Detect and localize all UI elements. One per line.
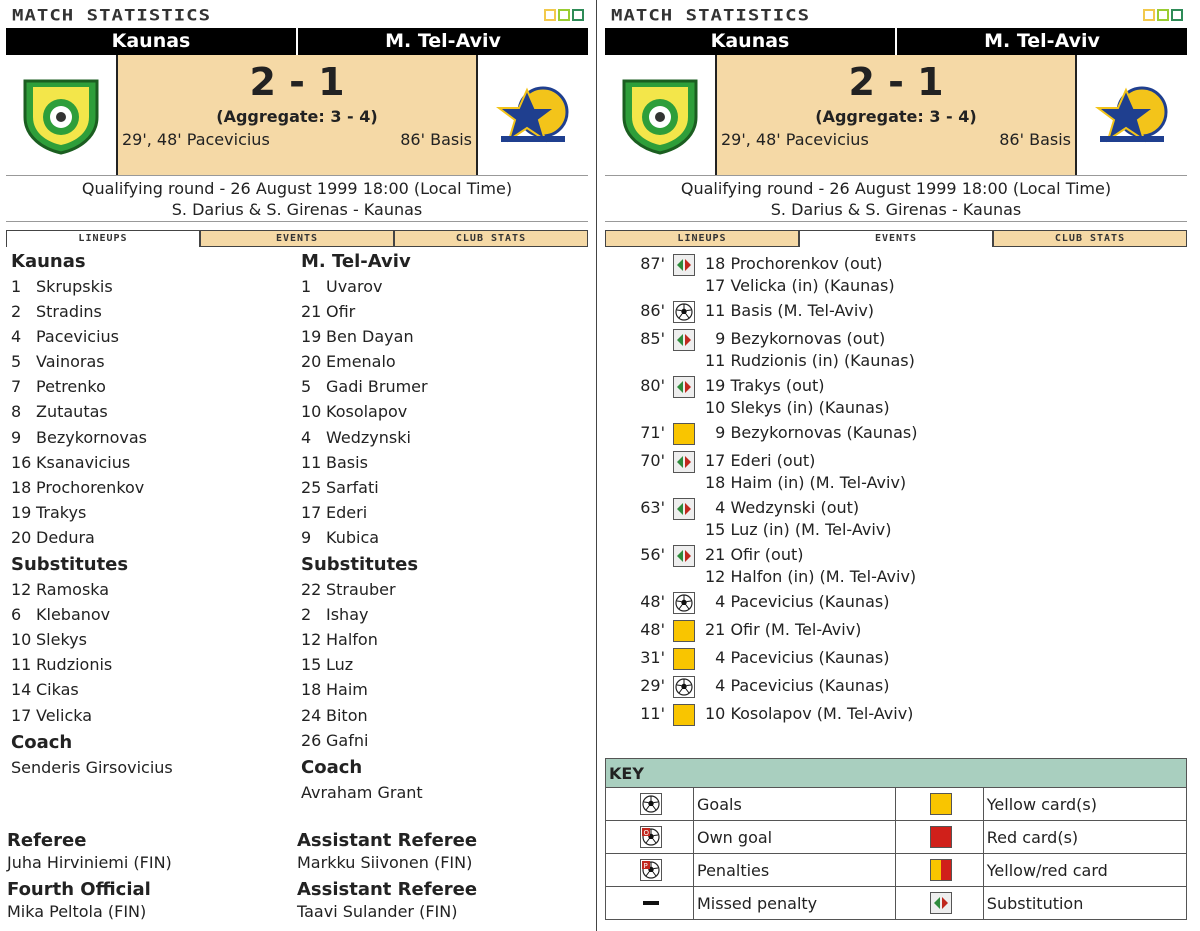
substitution-icon — [673, 329, 695, 351]
player-row[interactable] — [301, 349, 428, 374]
player-number: 17 — [301, 502, 322, 522]
panel-divider — [596, 0, 597, 931]
player-number: 1 — [301, 277, 312, 296]
player-number: 25 — [301, 477, 322, 497]
substitution-icon — [673, 451, 695, 473]
yellow-card-icon — [673, 704, 695, 726]
tab-events[interactable]: EVENTS — [200, 230, 394, 247]
coach-heading: Coach — [11, 731, 73, 753]
player-number: 21 — [301, 302, 322, 322]
referee-name: Juha Hirviniemi (FIN) — [7, 853, 172, 872]
player-number: 7 — [11, 377, 22, 397]
event-row — [605, 253, 1187, 296]
event-icon — [671, 675, 697, 699]
player-number: 10 — [11, 630, 32, 650]
home-crest — [605, 55, 715, 175]
final-score: 2 - 1 — [249, 60, 345, 104]
away-crest — [478, 55, 588, 175]
panel-title: MATCH STATISTICS — [611, 6, 811, 25]
home-lineup — [11, 247, 173, 780]
substitute-row[interactable] — [301, 627, 428, 652]
round-info: Qualifying round - 26 August 1999 18:00 (Local Time) — [81, 179, 513, 198]
player-name: Ishay — [326, 605, 369, 625]
home-scorers: 29', 48' Pacevicius — [721, 130, 869, 149]
player-name: Ramoska — [36, 580, 110, 600]
event-minute: 85' — [640, 329, 665, 348]
key-label: Red card(s) — [983, 821, 1186, 854]
player-name: Kosolapov — [326, 402, 408, 422]
fourth-official-name: Mika Peltola (FIN) — [7, 902, 147, 921]
missed-penalty-icon — [643, 901, 659, 905]
player-number: 12 — [11, 580, 32, 600]
event-minute: 71' — [640, 423, 665, 442]
player-number: 18 — [11, 477, 32, 497]
team-bar — [605, 28, 1187, 55]
fourth-official-block — [7, 879, 297, 923]
event-icon — [671, 619, 697, 643]
referee-block — [7, 830, 297, 874]
scoreboard — [605, 55, 1187, 176]
event-text: 21 Ofir (M. Tel-Aviv) — [705, 620, 862, 639]
tab-club-stats[interactable]: CLUB STATS — [993, 230, 1187, 247]
red-card-icon — [930, 826, 952, 848]
player-number: 17 — [11, 705, 32, 725]
tab-lineups[interactable]: LINEUPS — [605, 230, 799, 247]
event-minute: 48' — [640, 620, 665, 639]
player-row[interactable] — [301, 425, 428, 450]
lineups-section — [6, 247, 588, 897]
key-icon-cell — [606, 788, 694, 821]
key-row — [606, 854, 1187, 887]
key-row — [606, 887, 1187, 920]
event-text: 4 Pacevicius (Kaunas) — [705, 592, 890, 611]
event-row — [605, 647, 1187, 671]
event-row — [605, 300, 1187, 324]
player-number: 2 — [11, 302, 22, 322]
key-label: Own goal — [694, 821, 896, 854]
event-text: 4 Wedzynski (out) 15 Luz (in) (M. Tel-Aviv) — [705, 498, 892, 539]
player-number: 16 — [11, 452, 32, 472]
event-minute: 48' — [640, 592, 665, 611]
player-name: Zutautas — [36, 402, 108, 422]
player-name: Basis — [326, 452, 368, 472]
event-icon — [671, 328, 697, 352]
scorers-row — [118, 130, 476, 149]
player-number: 9 — [11, 427, 22, 447]
player-row[interactable] — [11, 274, 173, 299]
player-number: 1 — [11, 277, 22, 296]
yellow-card-icon — [673, 423, 695, 445]
tab-events[interactable]: EVENTS — [799, 230, 993, 247]
key-label: Substitution — [983, 887, 1186, 920]
window-box-icon[interactable] — [1157, 9, 1169, 21]
event-text: 9 Bezykornovas (Kaunas) — [705, 423, 918, 442]
player-number: 11 — [11, 655, 32, 675]
player-number: 5 — [11, 352, 22, 372]
player-number: 11 — [301, 452, 322, 472]
player-row[interactable] — [11, 324, 173, 349]
window-box-icon[interactable] — [558, 9, 570, 21]
away-scorers: 86' Basis — [999, 130, 1071, 149]
player-name: Wedzynski — [326, 427, 411, 447]
player-number: 2 — [301, 605, 312, 625]
player-row[interactable] — [301, 274, 428, 299]
player-row[interactable] — [301, 399, 428, 424]
home-scorers: 29', 48' Pacevicius — [122, 130, 270, 149]
event-row — [605, 450, 1187, 493]
venue: S. Darius & S. Girenas - Kaunas — [171, 200, 423, 219]
event-minute: 56' — [640, 545, 665, 564]
key-title: KEY — [606, 759, 1187, 788]
scoreboard — [6, 55, 588, 176]
substitutes-heading: Substitutes — [301, 554, 419, 576]
event-minute: 80' — [640, 376, 665, 395]
player-row[interactable] — [11, 450, 173, 475]
player-row[interactable] — [301, 525, 428, 550]
key-icon-cell — [895, 788, 983, 821]
key-icon-cell — [895, 887, 983, 920]
window-box-icon[interactable] — [572, 9, 584, 21]
substitution-icon — [673, 376, 695, 398]
event-icon — [671, 544, 697, 568]
tab-bar — [6, 230, 588, 247]
player-name: Petrenko — [36, 377, 106, 397]
player-number: 26 — [301, 730, 322, 750]
match-stats-panel-events — [605, 0, 1187, 931]
goal-icon — [673, 676, 695, 698]
penalty-icon — [640, 859, 662, 881]
scorers-row — [717, 130, 1075, 149]
player-row[interactable] — [301, 299, 428, 324]
event-text: 21 Ofir (out) 12 Halfon (in) (M. Tel-Aviv) — [705, 545, 917, 586]
player-number: 19 — [301, 327, 322, 347]
event-minute: 31' — [640, 648, 665, 667]
key-table — [605, 758, 1187, 920]
away-scorers: 86' Basis — [400, 130, 472, 149]
event-text: 4 Pacevicius (Kaunas) — [705, 648, 890, 667]
key-icon-cell — [895, 854, 983, 887]
event-text: 9 Bezykornovas (out) 11 Rudzionis (in) (Kaunas) — [705, 329, 915, 370]
kaunas-crest-icon — [19, 75, 103, 155]
player-number: 20 — [301, 352, 322, 372]
key-icon-cell — [606, 887, 694, 920]
maccabi-crest-icon — [1090, 80, 1174, 150]
team-heading: M. Tel-Aviv — [301, 251, 411, 272]
substitution-icon — [673, 545, 695, 567]
player-name: Haim — [326, 680, 368, 700]
away-team-name[interactable]: M. Tel-Aviv — [385, 30, 501, 52]
key-label: Goals — [694, 788, 896, 821]
away-lineup — [301, 247, 428, 805]
event-row — [605, 544, 1187, 587]
player-row[interactable] — [11, 299, 173, 324]
player-name: Dedura — [36, 527, 95, 547]
player-row[interactable] — [301, 500, 428, 525]
player-row[interactable] — [301, 374, 428, 399]
player-number: 4 — [301, 427, 312, 447]
player-name: Velicka — [36, 705, 93, 725]
home-team-name[interactable]: Kaunas — [6, 28, 298, 55]
key-label: Penalties — [694, 854, 896, 887]
window-box-icon[interactable] — [1143, 9, 1155, 21]
player-number: 22 — [301, 580, 322, 600]
player-name: Pacevicius — [36, 327, 120, 347]
svg-text:O: O — [643, 829, 650, 837]
player-name: Kubica — [326, 527, 380, 547]
player-name: Rudzionis — [36, 655, 113, 675]
substitute-row[interactable] — [11, 652, 173, 677]
window-box-icon[interactable] — [1171, 9, 1183, 21]
substitution-icon — [673, 254, 695, 276]
player-name: Skrupskis — [36, 277, 113, 296]
event-minute: 70' — [640, 451, 665, 470]
player-name: Luz — [326, 655, 354, 675]
event-row — [605, 703, 1187, 727]
window-box-icon[interactable] — [544, 9, 556, 21]
tab-bar — [605, 230, 1187, 247]
player-number: 4 — [11, 327, 22, 347]
key-label: Yellow/red card — [983, 854, 1186, 887]
substitute-row[interactable] — [11, 602, 173, 627]
player-name: Trakys — [36, 502, 87, 522]
key-icon-cell — [606, 854, 694, 887]
events-list — [605, 247, 1187, 727]
window-buttons — [544, 9, 584, 21]
event-minute: 29' — [640, 676, 665, 695]
match-info — [6, 176, 588, 222]
final-score: 2 - 1 — [848, 60, 944, 104]
substitute-row[interactable] — [11, 677, 173, 702]
event-minute: 63' — [640, 498, 665, 517]
assistant-referee-name: Markku Siivonen (FIN) — [297, 853, 473, 872]
panel-title: MATCH STATISTICS — [12, 6, 212, 25]
event-row — [605, 375, 1187, 418]
event-icon — [671, 253, 697, 277]
round-info: Qualifying round - 26 August 1999 18:00 (Local Time) — [680, 179, 1112, 198]
player-name: Klebanov — [36, 605, 111, 625]
player-number: 12 — [301, 630, 322, 650]
substitution-icon — [673, 498, 695, 520]
event-icon — [671, 591, 697, 615]
aggregate-score: (Aggregate: 3 - 4) — [216, 107, 378, 126]
own-goal-icon — [640, 826, 662, 848]
panel-header — [6, 0, 588, 28]
substitute-row[interactable] — [301, 652, 428, 677]
player-number: 6 — [11, 605, 22, 625]
tab-club-stats[interactable]: CLUB STATS — [394, 230, 588, 247]
player-row[interactable] — [11, 500, 173, 525]
player-row[interactable] — [11, 399, 173, 424]
player-name: Ofir — [326, 302, 356, 322]
player-number: 18 — [301, 680, 322, 700]
player-name: Gafni — [326, 730, 369, 750]
kaunas-crest-icon — [618, 75, 702, 155]
player-number: 20 — [11, 527, 32, 547]
event-text: 19 Trakys (out) 10 Slekys (in) (Kaunas) — [705, 376, 890, 417]
event-icon — [671, 422, 697, 446]
substitution-icon — [930, 892, 952, 914]
player-name: Ksanavicius — [36, 452, 131, 472]
away-team-name[interactable]: M. Tel-Aviv — [984, 30, 1100, 52]
key-row — [606, 788, 1187, 821]
player-name: Prochorenkov — [36, 477, 145, 497]
event-icon — [671, 703, 697, 727]
substitute-row[interactable] — [301, 677, 428, 702]
player-name: Ben Dayan — [326, 327, 414, 347]
goal-icon — [673, 301, 695, 323]
player-name: Cikas — [36, 680, 79, 700]
event-text: 10 Kosolapov (M. Tel-Aviv) — [705, 704, 914, 723]
substitute-row[interactable] — [11, 627, 173, 652]
event-row — [605, 328, 1187, 371]
coach-name: Avraham Grant — [301, 782, 423, 802]
player-row[interactable] — [11, 374, 173, 399]
yellow-card-icon — [673, 648, 695, 670]
event-row — [605, 497, 1187, 540]
substitute-row[interactable] — [301, 602, 428, 627]
svg-text:P: P — [643, 862, 648, 870]
event-icon — [671, 450, 697, 474]
event-text: 18 Prochorenkov (out) 17 Velicka (in) (Kaunas) — [705, 254, 895, 295]
key-icon-cell — [606, 821, 694, 854]
goal-icon — [640, 793, 662, 815]
player-name: Stradins — [36, 302, 102, 322]
event-icon — [671, 300, 697, 324]
player-row[interactable] — [11, 475, 173, 500]
coach-name: Senderis Girsovicius — [11, 757, 173, 777]
event-text: 11 Basis (M. Tel-Aviv) — [705, 301, 875, 320]
home-crest — [6, 55, 116, 175]
key-row — [606, 821, 1187, 854]
player-name: Biton — [326, 705, 368, 725]
player-name: Vainoras — [36, 352, 105, 372]
substitute-row[interactable] — [301, 703, 428, 728]
substitute-row[interactable] — [11, 577, 173, 602]
player-name: Sarfati — [326, 477, 379, 497]
key-icon-cell — [895, 821, 983, 854]
event-row — [605, 619, 1187, 643]
player-number: 14 — [11, 680, 32, 700]
event-row — [605, 591, 1187, 615]
substitute-row[interactable] — [301, 577, 428, 602]
event-row — [605, 422, 1187, 446]
event-text: 17 Ederi (out) 18 Haim (in) (M. Tel-Aviv) — [705, 451, 907, 492]
player-number: 15 — [301, 655, 322, 675]
substitute-row[interactable] — [301, 728, 428, 753]
player-name: Gadi Brumer — [326, 377, 428, 397]
player-name: Bezykornovas — [36, 427, 148, 447]
away-crest — [1077, 55, 1187, 175]
match-info — [605, 176, 1187, 222]
panel-header — [605, 0, 1187, 28]
yellow-card-icon — [673, 620, 695, 642]
score-panel — [715, 55, 1077, 175]
player-number: 9 — [301, 527, 312, 547]
team-bar — [6, 28, 588, 55]
assistant-referee-label: Assistant Referee — [297, 830, 478, 851]
player-row[interactable] — [11, 425, 173, 450]
player-number: 24 — [301, 705, 322, 725]
player-name: Slekys — [36, 630, 87, 650]
substitutes-heading: Substitutes — [11, 554, 129, 576]
goal-icon — [673, 592, 695, 614]
event-minute: 11' — [640, 704, 665, 723]
aggregate-score: (Aggregate: 3 - 4) — [815, 107, 977, 126]
player-name: Strauber — [326, 580, 396, 600]
player-number: 19 — [11, 502, 32, 522]
player-number: 5 — [301, 377, 312, 397]
assistant-referee-name: Taavi Sulander (FIN) — [297, 902, 458, 921]
event-row — [605, 675, 1187, 699]
assistant-referee-1-block — [297, 830, 587, 874]
player-name: Ederi — [326, 502, 368, 522]
event-icon — [671, 647, 697, 671]
team-heading: Kaunas — [11, 251, 86, 272]
event-minute: 86' — [640, 301, 665, 320]
assistant-referee-label: Assistant Referee — [297, 879, 478, 900]
score-panel — [116, 55, 478, 175]
player-row[interactable] — [11, 525, 173, 550]
coach-heading: Coach — [301, 756, 363, 778]
player-name: Halfon — [326, 630, 378, 650]
key-label: Missed penalty — [694, 887, 896, 920]
event-text: 4 Pacevicius (Kaunas) — [705, 676, 890, 695]
tab-lineups[interactable]: LINEUPS — [6, 230, 200, 247]
assistant-referee-2-block — [297, 879, 587, 923]
yellow-red-card-icon — [930, 859, 952, 881]
player-row[interactable] — [301, 324, 428, 349]
player-row[interactable] — [301, 475, 428, 500]
match-stats-panel-lineups — [6, 0, 588, 931]
player-name: Emenalo — [326, 352, 396, 372]
window-buttons — [1143, 9, 1183, 21]
player-row[interactable] — [301, 450, 428, 475]
event-icon — [671, 375, 697, 399]
home-team-name[interactable]: Kaunas — [605, 28, 897, 55]
substitute-row[interactable] — [11, 703, 173, 728]
yellow-card-icon — [930, 793, 952, 815]
venue: S. Darius & S. Girenas - Kaunas — [770, 200, 1022, 219]
event-icon — [671, 497, 697, 521]
player-name: Uvarov — [326, 277, 383, 296]
referee-label: Referee — [7, 830, 87, 851]
player-row[interactable] — [11, 349, 173, 374]
fourth-official-label: Fourth Official — [7, 879, 151, 900]
key-label: Yellow card(s) — [983, 788, 1186, 821]
event-minute: 87' — [640, 254, 665, 273]
maccabi-crest-icon — [491, 80, 575, 150]
player-number: 10 — [301, 402, 322, 422]
player-number: 8 — [11, 402, 22, 422]
